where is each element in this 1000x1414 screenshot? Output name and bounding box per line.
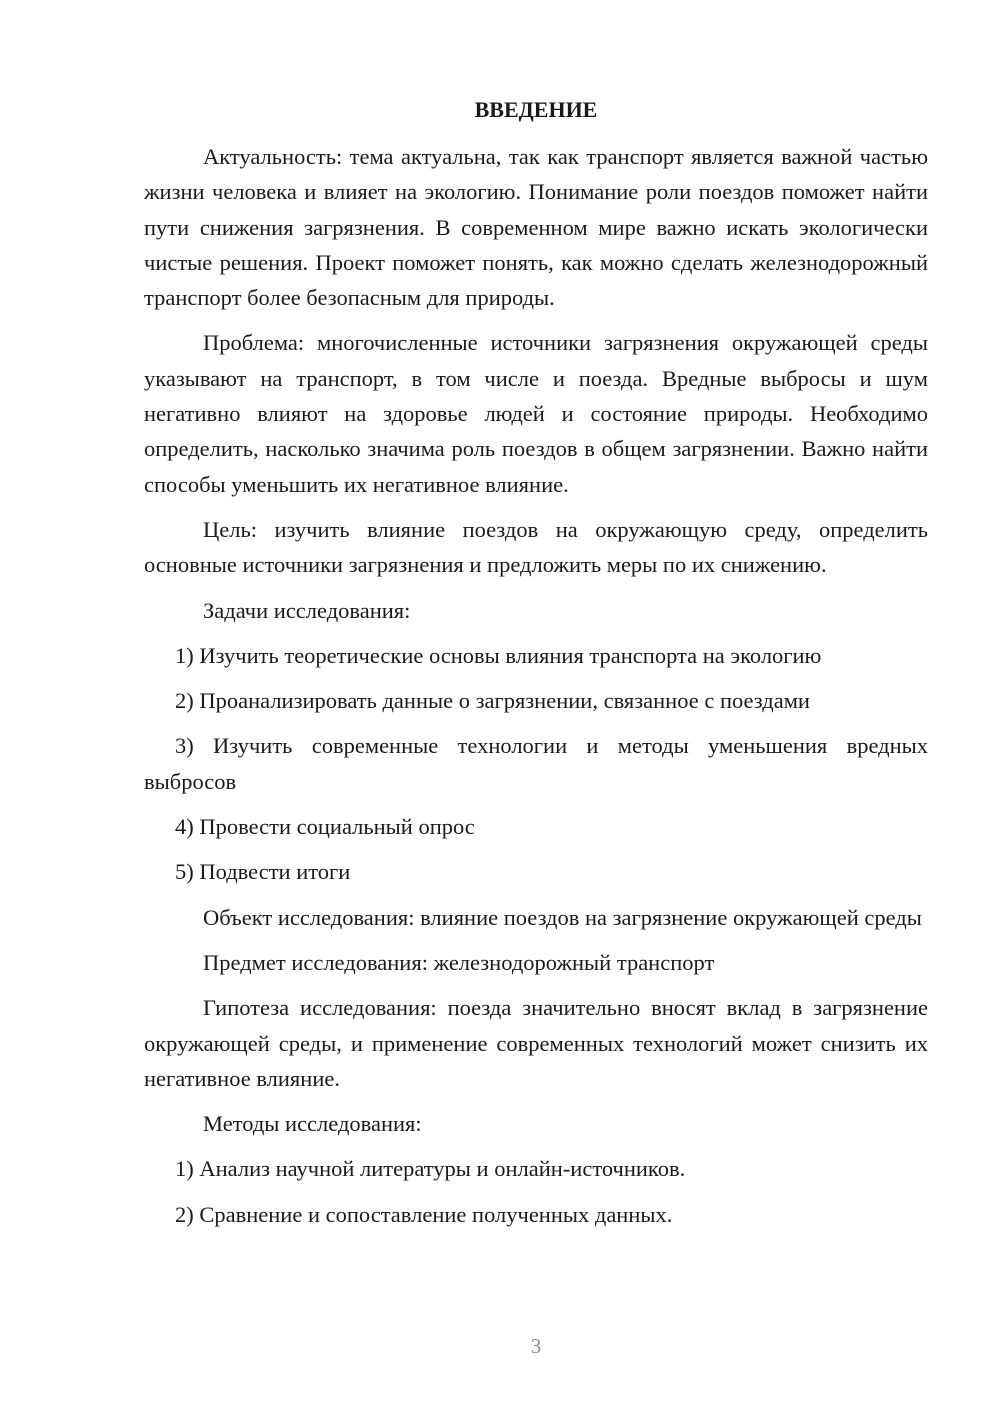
tasks-heading: Задачи исследования:: [203, 597, 411, 623]
object-paragraph: Объект исследования: влияние поездов на загрязнение окружающей среды: [203, 904, 922, 930]
task-item: 3) Изучить современные технологии и методы уменьшения вредных выбросов: [144, 733, 928, 794]
task-item: 4) Провести социальный опрос: [175, 814, 475, 840]
method-item: 1) Анализ научной литературы и онлайн-источников.: [175, 1156, 686, 1182]
hypothesis-paragraph: Гипотеза исследования: поезда значительно вносят вклад в загрязнение окружающей среды, и применение современных технологий может снизить их негативное влияние.: [144, 995, 928, 1091]
subject-paragraph: Предмет исследования: железнодорожный транспорт: [203, 949, 715, 975]
goal-paragraph: Цель: изучить влияние поездов на окружающую среду, определить основные источники загрязнения и предложить меры по их снижению.: [144, 516, 928, 578]
task-item: 1) Изучить теоретические основы влияния транспорта на экологию: [175, 642, 822, 668]
task-item: 5) Подвести итоги: [175, 859, 351, 885]
methods-heading: Методы исследования:: [203, 1111, 422, 1137]
page-number: 3: [530, 1334, 542, 1358]
problem-paragraph: Проблема: многочисленные источники загрязнения окружающей среды указывают на транспорт, в том числе и поезда. Вредные выбросы и шум негативно влияют на здоровье людей и состояние природы. Необходимо определить, насколько значима роль поездов в общем загрязнении. Важно найти способы уменьшить их негативное влияние.: [144, 330, 928, 497]
relevance-paragraph: Актуальность: тема актуальна, так как транспорт является важной частью жизни человека и влияет на экологию. Понимание роли поездов поможет найти пути снижения загрязнения. В современном мире важно искать экологически чистые решения. Проект поможет понять, как можно сделать железнодорожный транспорт более безопасным для природы.: [144, 144, 928, 311]
section-title: ВВЕДЕНИЕ: [474, 97, 598, 122]
method-item: 2) Сравнение и сопоставление полученных данных.: [175, 1201, 673, 1227]
page-content: [144, 94, 928, 1242]
task-item: 2) Проанализировать данные о загрязнении, связанное с поездами: [175, 688, 810, 714]
